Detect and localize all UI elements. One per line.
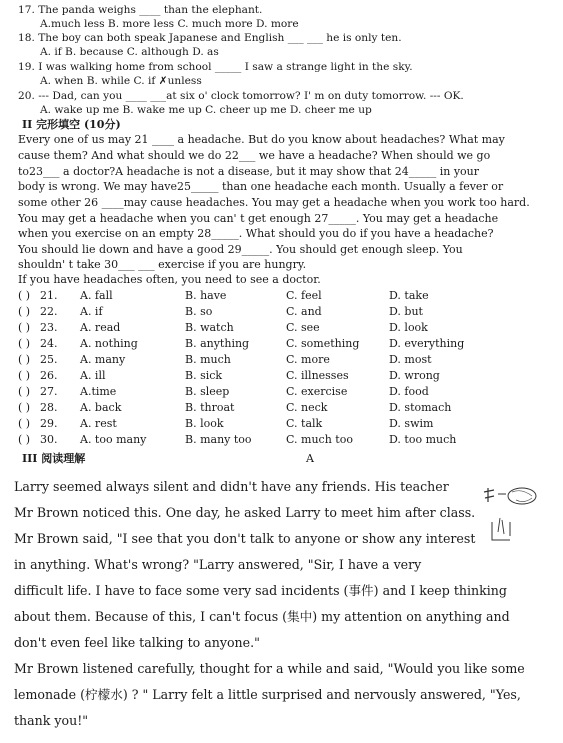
choice-number: 24. (40, 337, 58, 350)
option-c: C. see (286, 321, 320, 334)
option-b: B. so (185, 305, 213, 318)
option-d: D. everything (389, 337, 465, 350)
choice-row (18, 288, 558, 304)
answer-blank[interactable]: ( ) (18, 321, 31, 334)
cloze-line: You may get a headache when you can' t get enough 27_____. You may get a headache (18, 212, 499, 225)
margin-sketch-icon (482, 478, 544, 548)
option-d: D. stomach (389, 401, 452, 414)
reading-line: Mr Brown said, "I see that you don't talk to anyone or show any interest (14, 531, 476, 546)
question-20: 20. --- Dad, can you ____ ___at six o' clock tomorrow? I' m on duty tomorrow. --- OK. (18, 90, 464, 102)
choice-row (18, 304, 558, 320)
option-b: B. many too (185, 433, 252, 446)
answer-blank[interactable]: ( ) (18, 353, 31, 366)
reading-line: about them. Because of this, I can't focus (集中) my attention on anything and (14, 609, 510, 624)
cloze-heading: II 完形填空 (10分) (22, 118, 121, 131)
reading-line: Mr Brown listened carefully, thought for a while and said, "Would you like some (14, 661, 525, 676)
choice-row (18, 336, 558, 352)
question-17: 17. The panda weighs ____ than the elephant. (18, 4, 263, 16)
choice-number: 25. (40, 353, 58, 366)
question-19-options: A. when B. while C. if ✗unless (40, 75, 202, 87)
option-b: B. sleep (185, 385, 230, 398)
choice-number: 27. (40, 385, 58, 398)
choice-number: 29. (40, 417, 58, 430)
option-c: C. and (286, 305, 322, 318)
cloze-line: shouldn' t take 30___ ___ exercise if you are hungry. (18, 258, 307, 271)
option-b: B. throat (185, 401, 235, 414)
option-c: C. exercise (286, 385, 348, 398)
option-a: A. nothing (80, 337, 138, 350)
reading-line: Mr Brown noticed this. One day, he asked Larry to meet him after class. (14, 505, 476, 520)
cloze-line: some other 26 ____may cause headaches. You may get a headache when you work too hard. (18, 196, 530, 209)
option-d: D. but (389, 305, 423, 318)
option-d: D. food (389, 385, 429, 398)
choice-row (18, 368, 558, 384)
option-c: C. feel (286, 289, 322, 302)
choice-number: 28. (40, 401, 58, 414)
question-18-options: A. if B. because C. although D. as (40, 46, 219, 58)
option-b: B. anything (185, 337, 250, 350)
option-b: B. look (185, 417, 224, 430)
cloze-line: body is wrong. We may have25_____ than one headache each month. Usually a fever or (18, 180, 504, 193)
option-d: D. swim (389, 417, 434, 430)
option-c: C. talk (286, 417, 323, 430)
reading-part-label: A (306, 452, 314, 465)
answer-blank[interactable]: ( ) (18, 385, 31, 398)
option-d: D. too much (389, 433, 457, 446)
option-d: D. most (389, 353, 432, 366)
option-a: A. fall (80, 289, 113, 302)
option-d: D. take (389, 289, 429, 302)
option-b: B. watch (185, 321, 234, 334)
reading-line: in anything. What's wrong? "Larry answered, "Sir, I have a very (14, 557, 422, 572)
option-c: C. illnesses (286, 369, 349, 382)
option-b: B. sick (185, 369, 223, 382)
question-20-options: A. wake up me B. wake me up C. cheer up me D. cheer me up (40, 104, 372, 116)
reading-heading: III 阅读理解 (22, 452, 86, 465)
choice-number: 26. (40, 369, 58, 382)
option-a: A. read (80, 321, 121, 334)
option-b: B. have (185, 289, 227, 302)
cloze-line: You should lie down and have a good 29_____. You should get enough sleep. You (18, 243, 463, 256)
option-b: B. much (185, 353, 231, 366)
reading-line: lemonade (柠檬水) ? " Larry felt a little surprised and nervously answered, "Yes, (14, 687, 521, 702)
answer-blank[interactable]: ( ) (18, 433, 31, 446)
reading-line: difficult life. I have to face some very sad incidents (事件) and I keep thinking (14, 583, 507, 598)
question-18: 18. The boy can both speak Japanese and English ___ ___ he is only ten. (18, 32, 402, 44)
reading-line: thank you!" (14, 713, 89, 728)
option-d: D. look (389, 321, 428, 334)
choice-row (18, 352, 558, 368)
option-a: A. if (80, 305, 103, 318)
option-d: D. wrong (389, 369, 440, 382)
option-c: C. more (286, 353, 330, 366)
cloze-line: Every one of us may 21 ____ a headache. But do you know about headaches? What may (18, 133, 505, 146)
cloze-line: when you exercise on an empty 28_____. What should you do if you have a headache? (18, 227, 494, 240)
answer-blank[interactable]: ( ) (18, 305, 31, 318)
option-c: C. something (286, 337, 360, 350)
option-c: C. much too (286, 433, 353, 446)
answer-blank[interactable]: ( ) (18, 369, 31, 382)
choice-number: 21. (40, 289, 58, 302)
answer-blank[interactable]: ( ) (18, 401, 31, 414)
choice-row (18, 416, 558, 432)
choice-row (18, 384, 558, 400)
answer-blank[interactable]: ( ) (18, 337, 31, 350)
option-a: A. too many (80, 433, 147, 446)
choice-row (18, 320, 558, 336)
question-17-options: A.much less B. more less C. much more D. more (40, 18, 299, 30)
cloze-line: to23___ a doctor?A headache is not a disease, but it may show that 24_____ in your (18, 165, 480, 178)
option-a: A. back (80, 401, 122, 414)
choice-row (18, 400, 558, 416)
choice-number: 30. (40, 433, 58, 446)
option-a: A.time (80, 385, 117, 398)
answer-blank[interactable]: ( ) (18, 417, 31, 430)
option-c: C. neck (286, 401, 328, 414)
option-a: A. ill (80, 369, 106, 382)
answer-blank[interactable]: ( ) (18, 289, 31, 302)
choice-number: 23. (40, 321, 58, 334)
reading-line: Larry seemed always silent and didn't have any friends. His teacher (14, 479, 449, 494)
choice-number: 22. (40, 305, 58, 318)
reading-line: don't even feel like talking to anyone." (14, 635, 260, 650)
question-19: 19. I was walking home from school _____ I saw a strange light in the sky. (18, 61, 413, 73)
option-a: A. rest (80, 417, 117, 430)
cloze-choices (0, 288, 563, 448)
option-a: A. many (80, 353, 126, 366)
cloze-line: cause them? And what should we do 22___ we have a headache? When should we go (18, 149, 491, 162)
choice-row (18, 432, 558, 448)
cloze-line: If you have headaches often, you need to see a doctor. (18, 273, 321, 286)
